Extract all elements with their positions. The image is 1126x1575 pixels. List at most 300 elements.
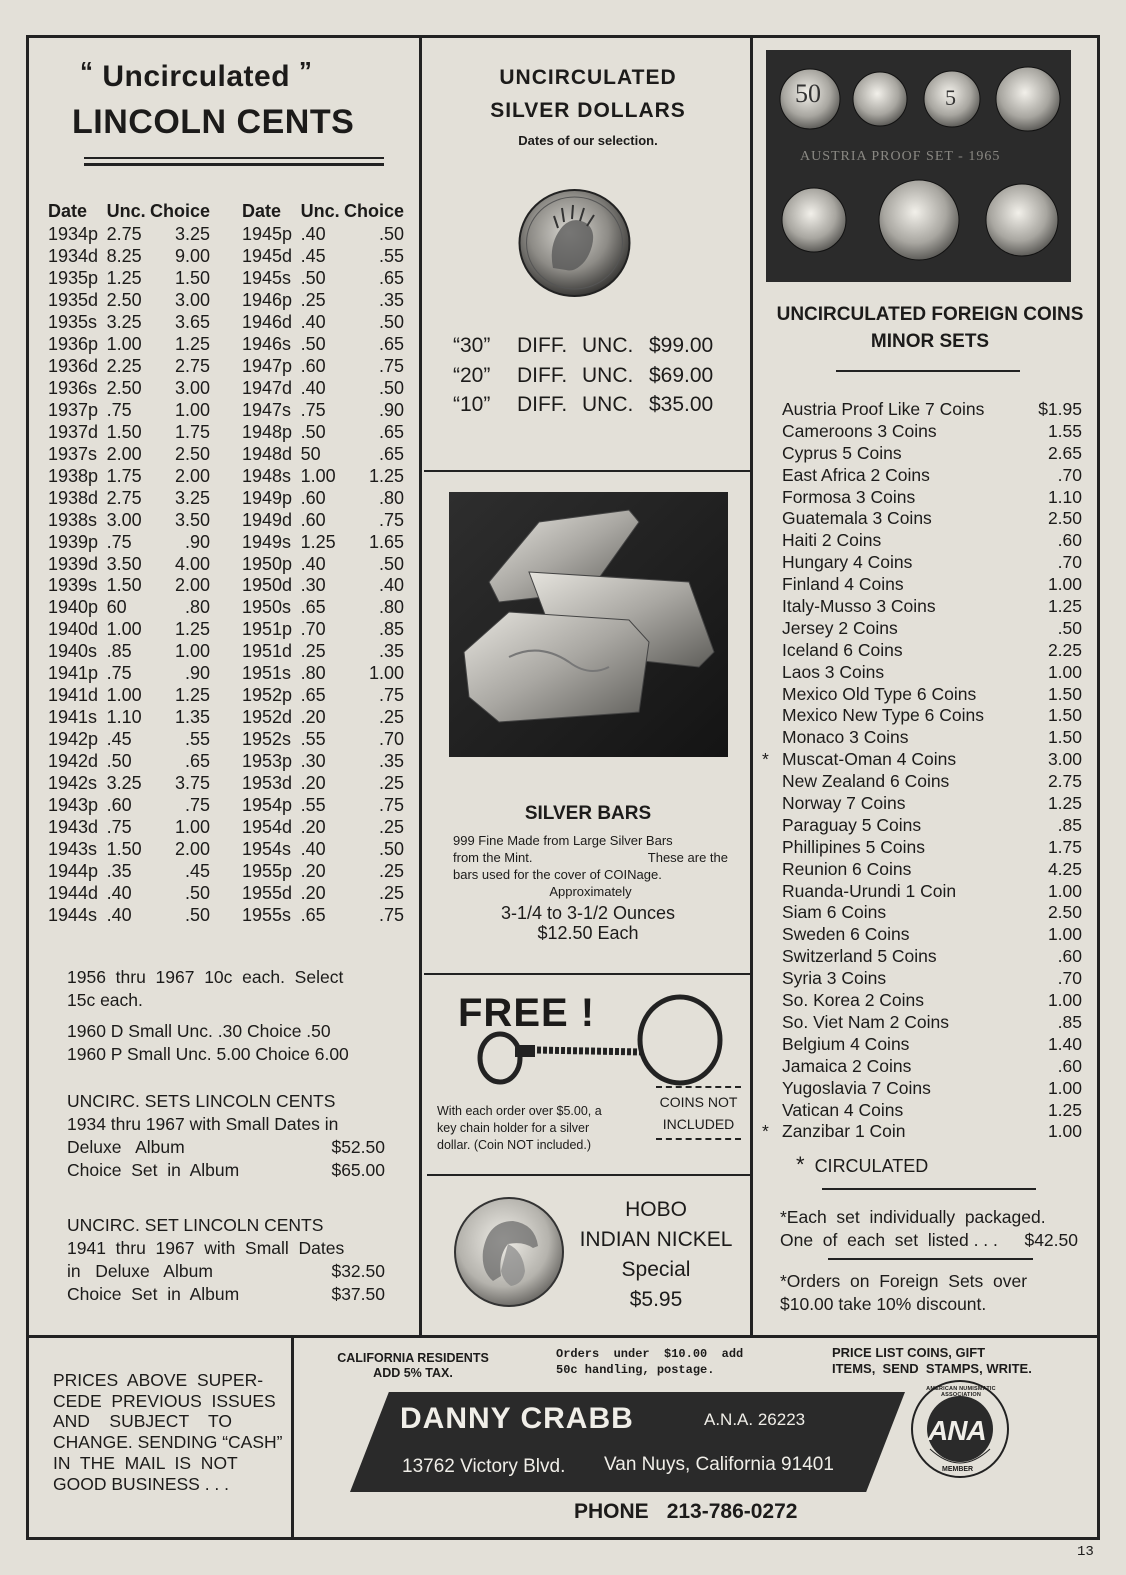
foreign-price: 1.10	[1047, 486, 1082, 507]
cents-choice: .75	[184, 794, 210, 815]
foreign-row	[782, 1056, 1082, 1078]
offer-row	[453, 393, 713, 417]
cents-row	[242, 378, 404, 400]
foreign-name: Vatican 4 Coins	[782, 1099, 904, 1120]
foreign-name: So. Viet Nam 2 Coins	[782, 1011, 949, 1032]
cents-choice: .25	[378, 860, 404, 881]
cents-row	[48, 268, 210, 290]
foreign-name: Yugoslavia 7 Coins	[782, 1077, 931, 1098]
cents-choice: .50	[378, 553, 404, 574]
foreign-name: Norway 7 Coins	[782, 793, 906, 814]
cents-date: 1936d	[48, 356, 99, 377]
circulated-star: *	[762, 1121, 769, 1142]
cents-unc: 2.00	[106, 443, 142, 464]
cents-date: 1952d	[242, 707, 293, 728]
foreign-row	[782, 859, 1082, 881]
ca-line: CALIFORNIA RESIDENTS	[337, 1351, 489, 1365]
free-text-line: With each order over $5.00, a	[437, 1104, 602, 1118]
cents-choice: .35	[378, 641, 404, 662]
foreign-name: Hungary 4 Coins	[782, 552, 913, 573]
peace-dollar-coin-image	[518, 188, 631, 298]
divider-footer	[26, 1335, 1100, 1338]
foreign-coins-list	[762, 399, 1082, 1143]
cents-row	[48, 663, 210, 685]
cents-choice: .55	[184, 729, 210, 750]
price-list-line: ITEMS, SEND STAMPS, WRITE.	[832, 1361, 1032, 1376]
cents-choice: .40	[378, 575, 404, 596]
notice-line: IN THE MAIL IS NOT	[53, 1452, 238, 1473]
set-title: UNCIRC. SET LINCOLN CENTS	[67, 1215, 324, 1235]
offer-unc: UNC.	[582, 393, 634, 416]
cents-unc: .80	[300, 663, 326, 684]
foreign-price: .85	[1057, 1011, 1082, 1032]
cents-choice: 3.25	[174, 224, 210, 245]
foreign-price: $1.95	[1038, 399, 1082, 419]
foreign-name: Finland 4 Coins	[782, 574, 904, 595]
cents-row	[48, 443, 210, 465]
foreign-title-line: MINOR SETS	[870, 331, 990, 352]
cents-unc: .60	[300, 487, 326, 508]
cents-choice: .90	[184, 663, 210, 684]
foreign-row	[782, 924, 1082, 946]
foreign-name: Paraguay 5 Coins	[782, 814, 922, 835]
cents-choice: .45	[184, 860, 210, 881]
cents-unc: .40	[300, 838, 326, 859]
foreign-row	[782, 508, 1082, 530]
cents-date: 1944s	[48, 904, 98, 925]
foreign-name: Sweden 6 Coins	[782, 924, 910, 945]
col-header: Unc.	[106, 200, 146, 221]
set-choice: Choice Set in Album	[67, 1284, 240, 1304]
cents-row	[242, 751, 404, 773]
bars-price: $12.50 Each	[537, 923, 639, 943]
cents-date: 1949p	[242, 487, 293, 508]
foreign-name: Switzerland 5 Coins	[782, 946, 937, 967]
foreign-name: Jersey 2 Coins	[782, 617, 898, 638]
foreign-price: 1.55	[1047, 420, 1082, 441]
foreign-price: 2.25	[1047, 639, 1082, 660]
cents-choice: 1.35	[174, 707, 210, 728]
cents-date: 1941p	[48, 663, 99, 684]
cents-choice: .25	[378, 707, 404, 728]
foreign-price: 1.25	[1047, 596, 1082, 617]
cents-row	[48, 356, 210, 378]
foreign-row	[782, 902, 1082, 924]
offer-unc: UNC.	[582, 364, 634, 387]
cents-date: 1935s	[48, 312, 98, 333]
cents-row	[242, 487, 404, 509]
cents-date: 1942p	[48, 729, 99, 750]
discount-note	[780, 1270, 1078, 1316]
cents-unc: .70	[300, 619, 326, 640]
pkg-price: $42.50	[1024, 1230, 1078, 1250]
cents-choice: 2.00	[174, 465, 210, 486]
cents-row	[242, 268, 404, 290]
cents-unc: .30	[300, 750, 326, 771]
handling-line: 50c handling, postage.	[556, 1363, 715, 1377]
cents-date: 1937p	[48, 399, 99, 420]
foreign-price: .60	[1057, 946, 1082, 967]
cents-row	[48, 575, 210, 597]
cents-row	[48, 794, 210, 816]
foreign-row	[782, 618, 1082, 640]
cents-date: 1948p	[242, 421, 293, 442]
foreign-row	[782, 1100, 1082, 1122]
cents-unc: 3.50	[106, 553, 142, 574]
cents-unc: .50	[106, 750, 132, 771]
cents-row	[48, 882, 210, 904]
cents-date: 1951p	[242, 619, 293, 640]
cents-row	[48, 816, 210, 838]
phone-label: PHONE	[574, 1500, 649, 1523]
hobo-title	[576, 1195, 736, 1315]
cents-choice: .80	[378, 597, 404, 618]
foreign-price: 1.25	[1047, 793, 1082, 814]
cents-row	[242, 685, 404, 707]
cents-row	[48, 487, 210, 509]
foreign-row	[782, 399, 1082, 421]
free-text	[437, 1103, 652, 1154]
hobo-line: INDIAN NICKEL	[579, 1228, 733, 1251]
foreign-price: 2.50	[1047, 508, 1082, 529]
foreign-row	[782, 815, 1082, 837]
cents-row	[48, 904, 210, 926]
cents-choice: 3.65	[174, 312, 210, 333]
cents-choice: 1.00	[174, 816, 210, 837]
cents-row	[48, 860, 210, 882]
cents-date: 1945s	[242, 268, 292, 289]
cents-date: 1950s	[242, 597, 292, 618]
cents-unc: 1.00	[106, 619, 142, 640]
cents-row	[242, 575, 404, 597]
coins-not-included-tag	[656, 1086, 741, 1140]
cents-date: 1942s	[48, 772, 98, 793]
foreign-title	[770, 301, 1090, 355]
cents-unc: .20	[300, 816, 326, 837]
cents-unc: .65	[300, 685, 326, 706]
cents-unc: 3.25	[106, 312, 142, 333]
cents-choice: .75	[378, 509, 404, 530]
cents-unc: 1.00	[106, 685, 142, 706]
cents-choice: .50	[184, 882, 210, 903]
disc-line: $10.00 take 10% discount.	[780, 1294, 987, 1314]
foreign-price: 2.50	[1047, 902, 1082, 923]
pkg-line: One of each set listed . . .	[780, 1230, 998, 1250]
col-header: Date	[48, 200, 88, 221]
ana-logo-text: ANA	[928, 1415, 986, 1446]
set-choice: Choice Set in Album	[67, 1160, 240, 1180]
cents-choice: 1.25	[174, 685, 210, 706]
cents-date: 1948d	[242, 443, 293, 464]
cents-date: 1945d	[242, 246, 293, 267]
cents-row	[242, 707, 404, 729]
cents-choice: .50	[378, 312, 404, 333]
cents-unc: 1.50	[106, 575, 142, 596]
cents-row	[48, 597, 210, 619]
foreign-row	[782, 968, 1082, 990]
cents-row	[48, 707, 210, 729]
cents-unc: 3.25	[106, 772, 142, 793]
foreign-name: Cyprus 5 Coins	[782, 442, 902, 463]
foreign-name: Phillipines 5 Coins	[782, 836, 925, 857]
lincoln-notes	[67, 966, 349, 1066]
cents-date: 1950d	[242, 575, 293, 596]
free-text-line: key chain holder for a silver	[437, 1121, 590, 1135]
cents-unc: 1.25	[106, 268, 142, 289]
page-number: 13	[1077, 1544, 1094, 1560]
cents-choice: .90	[184, 531, 210, 552]
bars-weight: 3-1/4 to 3-1/2 Ounces	[500, 903, 676, 923]
cents-row	[242, 334, 404, 356]
foreign-price: .50	[1057, 617, 1082, 638]
foreign-row	[782, 793, 1082, 815]
note-line: 1960 D Small Unc. .30 Choice .50	[67, 1021, 331, 1041]
silver-bars-photo	[449, 492, 728, 757]
foreign-row	[782, 837, 1082, 859]
foreign-price: 1.00	[1047, 1121, 1082, 1142]
bars-desc-line: from the Mint. These are the	[453, 850, 728, 865]
cents-unc: .30	[300, 575, 326, 596]
foreign-rule	[828, 1258, 1033, 1260]
lincoln-set-1941	[67, 1214, 385, 1306]
cents-choice: .65	[184, 750, 210, 771]
cents-choice: .65	[378, 421, 404, 442]
cents-unc: 1.50	[106, 421, 142, 442]
cents-row	[242, 465, 404, 487]
cents-choice: .65	[378, 334, 404, 355]
foreign-price: 1.00	[1047, 1077, 1082, 1098]
circulated-star: *	[796, 1152, 805, 1177]
foreign-row	[782, 443, 1082, 465]
col-header: Choice	[343, 200, 404, 221]
foreign-price: 1.75	[1047, 836, 1082, 857]
foreign-name: Zanzibar 1 Coin	[782, 1121, 906, 1142]
cents-row	[48, 312, 210, 334]
foreign-price: .60	[1057, 530, 1082, 551]
cents-unc: .50	[300, 421, 326, 442]
cents-date: 1939p	[48, 531, 99, 552]
cents-row	[242, 312, 404, 334]
cents-unc: .20	[300, 860, 326, 881]
offer-diff: DIFF.	[517, 393, 568, 416]
foreign-row	[782, 640, 1082, 662]
dealer-name: DANNY CRABB	[400, 1402, 634, 1435]
cents-unc: 8.25	[106, 246, 142, 267]
foreign-price: 1.50	[1047, 727, 1082, 748]
foreign-name: Muscat-Oman 4 Coins	[782, 749, 957, 770]
cents-unc: .40	[300, 378, 326, 399]
cents-date: 1939s	[48, 575, 98, 596]
foreign-price: 3.00	[1047, 749, 1082, 770]
cents-choice: .55	[378, 246, 404, 267]
cents-choice: .65	[378, 268, 404, 289]
notice-line: PRICES ABOVE SUPER-	[53, 1370, 264, 1390]
cents-row	[242, 290, 404, 312]
divider-left	[419, 35, 422, 1338]
col-header: Date	[242, 200, 282, 221]
dealer-address: 13762 Victory Blvd.	[402, 1456, 566, 1477]
col-header: Unc.	[300, 200, 340, 221]
cents-date: 1951d	[242, 641, 293, 662]
hobo-price: $5.95	[629, 1288, 683, 1311]
price-list-line: PRICE LIST COINS, GIFT	[832, 1345, 986, 1360]
bars-desc-line: bars used for the cover of COINage.	[453, 867, 662, 882]
cents-row	[48, 751, 210, 773]
offer-unc: UNC.	[582, 334, 634, 357]
cents-date: 1937s	[48, 443, 98, 464]
foreign-price: 1.50	[1047, 705, 1082, 726]
foreign-row	[782, 1034, 1082, 1056]
cents-row	[48, 641, 210, 663]
foreign-name: Syria 3 Coins	[782, 968, 887, 989]
notice-line: CEDE PREVIOUS ISSUES	[53, 1390, 276, 1411]
cents-date: 1946s	[242, 334, 292, 355]
foreign-price: 1.40	[1047, 1033, 1082, 1054]
cents-date: 1946d	[242, 312, 293, 333]
cents-unc: 1.75	[106, 465, 142, 486]
foreign-price: .70	[1057, 968, 1082, 989]
col-header: Choice	[149, 200, 210, 221]
cents-unc: .75	[106, 399, 132, 420]
cents-row	[242, 904, 404, 926]
cents-choice: 2.75	[174, 356, 210, 377]
cents-unc: .45	[300, 246, 326, 267]
cents-row	[242, 794, 404, 816]
cents-date: 1952s	[242, 729, 292, 750]
foreign-row	[762, 1121, 1082, 1143]
cents-row	[48, 531, 210, 553]
cents-choice: 1.50	[174, 268, 210, 289]
offer-price: $69.00	[649, 364, 714, 387]
cents-date: 1940s	[48, 641, 98, 662]
foreign-price: 1.00	[1047, 661, 1082, 682]
offer-qty: “30”	[453, 334, 491, 357]
foreign-row	[782, 662, 1082, 684]
cents-date: 1955s	[242, 904, 292, 925]
offer-price: $35.00	[649, 393, 714, 416]
foreign-name: Haiti 2 Coins	[782, 530, 882, 551]
cents-row	[242, 531, 404, 553]
coin-5-label: 5	[945, 85, 956, 110]
cents-row	[48, 400, 210, 422]
foreign-row	[782, 596, 1082, 618]
cents-date: 1954s	[242, 838, 292, 859]
foreign-name: Ruanda-Urundi 1 Coin	[782, 880, 957, 901]
set-deluxe: in Deluxe Album	[67, 1261, 213, 1281]
phone-number: 213-786-0272	[666, 1500, 798, 1523]
foreign-price: .85	[1057, 814, 1082, 835]
cents-row	[242, 246, 404, 268]
cents-date: 1948s	[242, 465, 292, 486]
cents-unc: .35	[106, 860, 132, 881]
foreign-name: New Zealand 6 Coins	[782, 771, 950, 792]
cents-choice: .50	[184, 904, 210, 925]
dollars-subtitle: Dates of our selection.	[518, 133, 658, 148]
foreign-rule	[836, 370, 1020, 372]
cents-unc: .60	[106, 794, 132, 815]
note-line: 1960 P Small Unc. 5.00 Choice 6.00	[67, 1044, 349, 1064]
cents-choice: 3.25	[174, 487, 210, 508]
foreign-name: Italy-Musso 3 Coins	[782, 596, 936, 617]
cents-choice: .50	[378, 838, 404, 859]
cents-date: 1943s	[48, 838, 98, 859]
free-title: FREE !	[458, 991, 596, 1035]
foreign-row	[782, 705, 1082, 727]
cents-row	[242, 443, 404, 465]
pkg-line: *Each set individually packaged.	[780, 1207, 1046, 1227]
cents-date: 1940d	[48, 619, 99, 640]
title-rule	[84, 163, 384, 166]
hobo-line: HOBO	[625, 1198, 687, 1221]
cents-unc: 60	[106, 597, 127, 618]
offer-qty: “20”	[453, 364, 491, 387]
cents-unc: .40	[300, 553, 326, 574]
cents-choice: 1.25	[368, 465, 404, 486]
ana-ring-text: AMERICAN NUMISMATIC ASSOCIATION	[926, 1386, 996, 1398]
foreign-row	[782, 1078, 1082, 1100]
bars-desc-line: 999 Fine Made from Large Silver Bars	[453, 833, 673, 848]
cents-unc: 3.00	[106, 509, 142, 530]
cents-unc: 1.00	[300, 465, 336, 486]
cents-choice: .70	[378, 729, 404, 750]
offer-qty: “10”	[453, 393, 491, 416]
cents-choice: 1.75	[174, 421, 210, 442]
cents-choice: .75	[378, 356, 404, 377]
cents-row	[48, 772, 210, 794]
foreign-row	[782, 574, 1082, 596]
cents-unc: .75	[300, 399, 326, 420]
cents-row	[242, 641, 404, 663]
coin-50-label: 50	[795, 79, 821, 108]
cents-date: 1947s	[242, 399, 292, 420]
cents-unc: .75	[106, 663, 132, 684]
foreign-name: So. Korea 2 Coins	[782, 990, 925, 1011]
set-title: UNCIRC. SETS LINCOLN CENTS	[67, 1091, 336, 1111]
cents-date: 1935p	[48, 268, 99, 289]
cents-row	[242, 772, 404, 794]
hobo-line: Special	[621, 1258, 691, 1281]
cents-date: 1947p	[242, 356, 293, 377]
cents-unc: .20	[300, 707, 326, 728]
notice-line: CHANGE. SENDING “CASH”	[53, 1432, 283, 1453]
cents-choice: 1.25	[174, 619, 210, 640]
notice-line: AND SUBJECT TO	[53, 1411, 232, 1432]
cents-choice: 2.50	[174, 443, 210, 464]
foreign-row	[782, 881, 1082, 903]
cents-unc: .20	[300, 772, 326, 793]
cents-unc: .55	[300, 729, 326, 750]
cents-row	[48, 838, 210, 860]
foreign-name: Cameroons 3 Coins	[782, 420, 937, 441]
cents-unc: 1.25	[300, 531, 336, 552]
title-rule	[84, 157, 384, 159]
foreign-name: Jamaica 2 Coins	[782, 1055, 912, 1076]
offer-row	[453, 334, 713, 358]
cents-date: 1941d	[48, 685, 99, 706]
cents-date: 1953p	[242, 750, 293, 771]
cents-row	[242, 421, 404, 443]
cents-unc: 2.50	[106, 290, 142, 311]
foreign-name: East Africa 2 Coins	[782, 464, 930, 485]
cents-unc: 1.10	[106, 707, 142, 728]
foreign-row	[782, 465, 1082, 487]
cents-unc: .75	[106, 531, 132, 552]
cents-choice: 3.00	[174, 290, 210, 311]
cents-unc: 2.75	[106, 487, 142, 508]
phone-line	[574, 1500, 797, 1524]
cents-choice: 1.00	[368, 663, 404, 684]
cents-date: 1936p	[48, 334, 99, 355]
